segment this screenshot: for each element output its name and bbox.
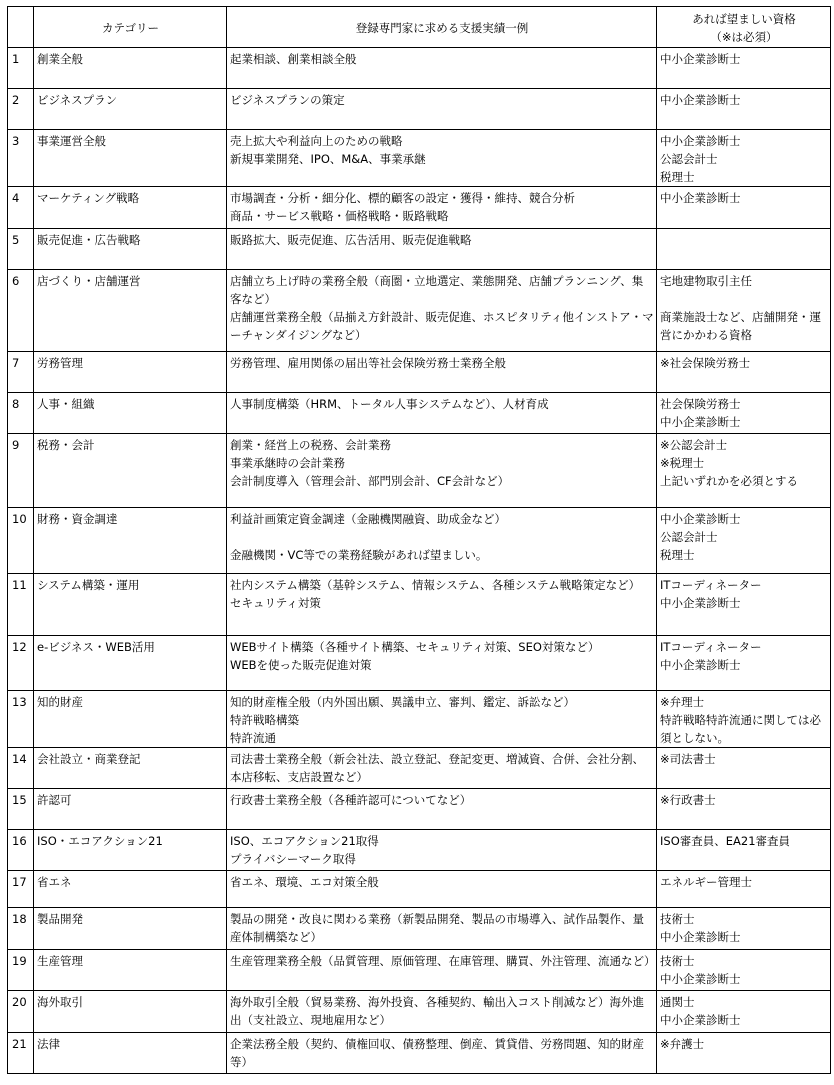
row-number: 13 [8,691,34,748]
row-category: 労務管理 [34,352,227,393]
row-number: 11 [8,574,34,636]
support-line: 省エネ、環境、エコ対策全般 [230,875,379,889]
support-line: WEBサイト構築（各種サイト構築、セキュリティ対策、SEO対策など） [230,640,600,654]
row-number: 18 [8,908,34,950]
header-qualification [657,7,831,48]
support-line [230,528,654,546]
row-support [227,352,657,393]
row-qualification [657,574,831,636]
row-category: ビジネスプラン [34,89,227,130]
row-support [227,691,657,748]
qualification-line: ※税理士 [660,456,705,470]
row-qualification [657,636,831,691]
support-line: 店舗運営業務全般（品揃え方針設計、販売促進、ホスピタリティ他インストア・マーチャンダイジングなど） [230,310,654,342]
support-line: 新規事業開発、IPO、M&A、事業承継 [230,152,426,166]
row-category: 創業全般 [34,48,227,89]
row-number: 19 [8,950,34,991]
qualification-line: 中小企業診断士 [660,415,741,429]
header-support: 登録専門家に求める支援実績一例 [227,7,657,48]
row-support [227,991,657,1033]
support-line: 特許戦略構築 [230,713,299,727]
table-row [8,908,831,950]
document [7,6,831,1074]
qualification-line: 通関士 [660,995,695,1009]
qualification-line: 社会保険労務士 [660,397,741,411]
row-qualification [657,830,831,871]
qualification-line: 中小企業診断士 [660,191,741,205]
row-category: 会社設立・商業登記 [34,748,227,789]
qualification-line: 中小企業診断士 [660,134,741,148]
row-category: 販売促進・広告戦略 [34,229,227,270]
row-category: 知的財産 [34,691,227,748]
qualification-line: ※公認会計士 [660,438,728,452]
qualification-line: 宅地建物取引主任 [660,274,752,288]
qualification-line: 公認会計士 [660,152,718,166]
row-support [227,187,657,229]
row-qualification [657,789,831,830]
row-number: 20 [8,991,34,1033]
support-line: 店舗立ち上げ時の業務全般（商圏・立地選定、業態開発、店舗プランニング、集客など） [230,274,644,306]
support-line: 利益計画策定資金調達（金融機関融資、助成金など） [230,512,506,526]
row-category: 許認可 [34,789,227,830]
qualification-line: 中小企業診断士 [660,1013,741,1027]
row-qualification [657,508,831,574]
support-line: 販路拡大、販売促進、広告活用、販売促進戦略 [230,233,472,247]
row-qualification [657,187,831,229]
support-line: 企業法務全般（契約、債権回収、債務整理、倒産、賃貸借、労務問題、知的財産等） [230,1037,644,1069]
table-row [8,950,831,991]
table-row [8,393,831,434]
row-support [227,871,657,908]
qualification-line: エネルギー管理士 [660,875,752,889]
row-qualification [657,748,831,789]
row-qualification [657,908,831,950]
table-row [8,1033,831,1074]
row-number: 12 [8,636,34,691]
support-line: プライバシーマーク取得 [230,852,356,866]
table-row [8,270,831,352]
row-category: 財務・資金調達 [34,508,227,574]
row-qualification [657,130,831,187]
table-row [8,748,831,789]
row-qualification [657,991,831,1033]
row-support [227,434,657,508]
qualification-line: 技術士 [660,954,695,968]
row-support [227,748,657,789]
table-row [8,636,831,691]
qualification-line: 中小企業診断士 [660,972,741,986]
support-line: 人事制度構築（HRM、トータル人事システムなど）、人材育成 [230,397,549,411]
row-support [227,908,657,950]
header-category: カテゴリー [34,7,227,48]
row-support [227,950,657,991]
row-number: 9 [8,434,34,508]
qualification-line: 中小企業診断士 [660,930,741,944]
qualification-line: ※行政書士 [660,793,716,807]
support-line: 製品の開発・改良に関わる業務（新製品開発、製品の市場導入、試作品製作、量産体制構築など） [230,912,644,944]
support-line: 売上拡大や利益向上のための戦略 [230,134,403,148]
qualification-line: 技術士 [660,912,695,926]
row-number: 6 [8,270,34,352]
row-category: 事業運営全般 [34,130,227,187]
table-row [8,434,831,508]
support-line: 商品・サービス戦略・価格戦略・販路戦略 [230,209,449,223]
qualification-line: ※社会保険労務士 [660,356,751,370]
row-category: 税務・会計 [34,434,227,508]
table-row [8,991,831,1033]
row-qualification [657,393,831,434]
qualification-line: ※司法書士 [660,752,716,766]
support-line: 海外取引全般（貿易業務、海外投資、各種契約、輸出入コスト削減など）海外進出（支社設立、現地雇用など） [230,995,644,1027]
qualification-line: 商業施設士など、店舗開発・運営にかかわる資格 [660,310,821,342]
row-number: 7 [8,352,34,393]
support-line: 市場調査・分析・細分化、標的顧客の設定・獲得・維持、競合分析 [230,191,575,205]
qualification-line: ISO審査員、EA21審査員 [660,834,791,848]
header-no [8,7,34,48]
support-table [7,6,831,1074]
row-support [227,830,657,871]
row-number: 8 [8,393,34,434]
support-line: 会計制度導入（管理会計、部門別会計、CF会計など） [230,474,510,488]
qualification-line: 税理士 [660,170,695,184]
qualification-line: 中小企業診断士 [660,596,741,610]
row-category: 製品開発 [34,908,227,950]
header-row [8,7,831,48]
row-category: システム構築・運用 [34,574,227,636]
row-category: 海外取引 [34,991,227,1033]
support-line: 特許流通 [230,731,276,745]
row-category: 店づくり・店舗運営 [34,270,227,352]
row-support [227,393,657,434]
row-number: 5 [8,229,34,270]
row-qualification [657,871,831,908]
row-support [227,130,657,187]
row-qualification [657,691,831,748]
row-number: 21 [8,1033,34,1074]
support-line: 創業・経営上の税務、会計業務 [230,438,391,452]
row-support [227,789,657,830]
table-row [8,691,831,748]
row-number: 2 [8,89,34,130]
support-line: セキュリティ対策 [230,596,321,610]
support-line: 知的財産権全般（内外国出願、異議申立、審判、鑑定、訴訟など） [230,695,575,709]
row-category: マーケティング戦略 [34,187,227,229]
table-row [8,187,831,229]
table-row [8,229,831,270]
row-qualification [657,950,831,991]
support-line: 生産管理業務全般（品質管理、原価管理、在庫管理、購買、外注管理、流通など） [230,954,656,968]
table-body [8,48,831,1074]
row-support [227,574,657,636]
support-line: 金融機関・VC等での業務経験があれば望ましい。 [230,548,488,562]
table-row [8,574,831,636]
row-qualification [657,270,831,352]
row-number: 16 [8,830,34,871]
row-support [227,229,657,270]
row-qualification [657,89,831,130]
row-support [227,636,657,691]
row-qualification [657,229,831,270]
row-number: 14 [8,748,34,789]
support-line: 事業承継時の会計業務 [230,456,345,470]
table-row [8,789,831,830]
row-support [227,89,657,130]
support-line: 司法書士業務全般（新会社法、設立登記、登記変更、増減資、合併、会社分割、本店移転、支店設置など） [230,752,644,784]
table-row [8,871,831,908]
row-category: e-ビジネス・WEB活用 [34,636,227,691]
support-line: 労務管理、雇用関係の届出等社会保険労務士業務全般 [230,356,506,370]
table-row [8,830,831,871]
support-line: 行政書士業務全般（各種許認可についてなど） [230,793,472,807]
row-qualification [657,352,831,393]
row-category: ISO・エコアクション21 [34,830,227,871]
row-support [227,1033,657,1074]
header-qualification-line2: （※は必須） [710,30,778,44]
table-row [8,508,831,574]
qualification-line: ※弁護士 [660,1037,705,1051]
table-row [8,48,831,89]
support-line: 社内システム構築（基幹システム、情報システム、各種システム戦略策定など） [230,578,641,592]
qualification-line: 中小企業診断士 [660,93,741,107]
row-qualification [657,48,831,89]
row-number: 15 [8,789,34,830]
qualification-line: ITコーディネーター [660,640,762,654]
header-qualification-line1: あれば望ましい資格 [692,12,796,26]
table-row [8,89,831,130]
row-number: 4 [8,187,34,229]
row-number: 1 [8,48,34,89]
qualification-line: 特許戦略特許流通に関しては必須としない。 [660,713,821,745]
qualification-line: 中小企業診断士 [660,52,741,66]
qualification-line: 税理士 [660,548,695,562]
qualification-line: ※弁理士 [660,695,705,709]
row-number: 3 [8,130,34,187]
support-line: ISO、エコアクション21取得 [230,834,379,848]
qualification-line: 中小企業診断士 [660,658,741,672]
row-qualification [657,434,831,508]
table-row [8,130,831,187]
qualification-line: ITコーディネーター [660,578,762,592]
support-line: ビジネスプランの策定 [230,93,345,107]
row-category: 省エネ [34,871,227,908]
support-line: 起業相談、創業相談全般 [230,52,357,66]
support-line: WEBを使った販売促進対策 [230,658,372,672]
qualification-line: 上記いずれかを必須とする [660,474,798,488]
row-number: 17 [8,871,34,908]
row-support [227,48,657,89]
table-row [8,352,831,393]
row-category: 法律 [34,1033,227,1074]
qualification-line: 公認会計士 [660,530,718,544]
row-category: 生産管理 [34,950,227,991]
row-support [227,270,657,352]
qualification-line: 中小企業診断士 [660,512,741,526]
row-qualification [657,1033,831,1074]
row-number: 10 [8,508,34,574]
row-category: 人事・組織 [34,393,227,434]
row-support [227,508,657,574]
